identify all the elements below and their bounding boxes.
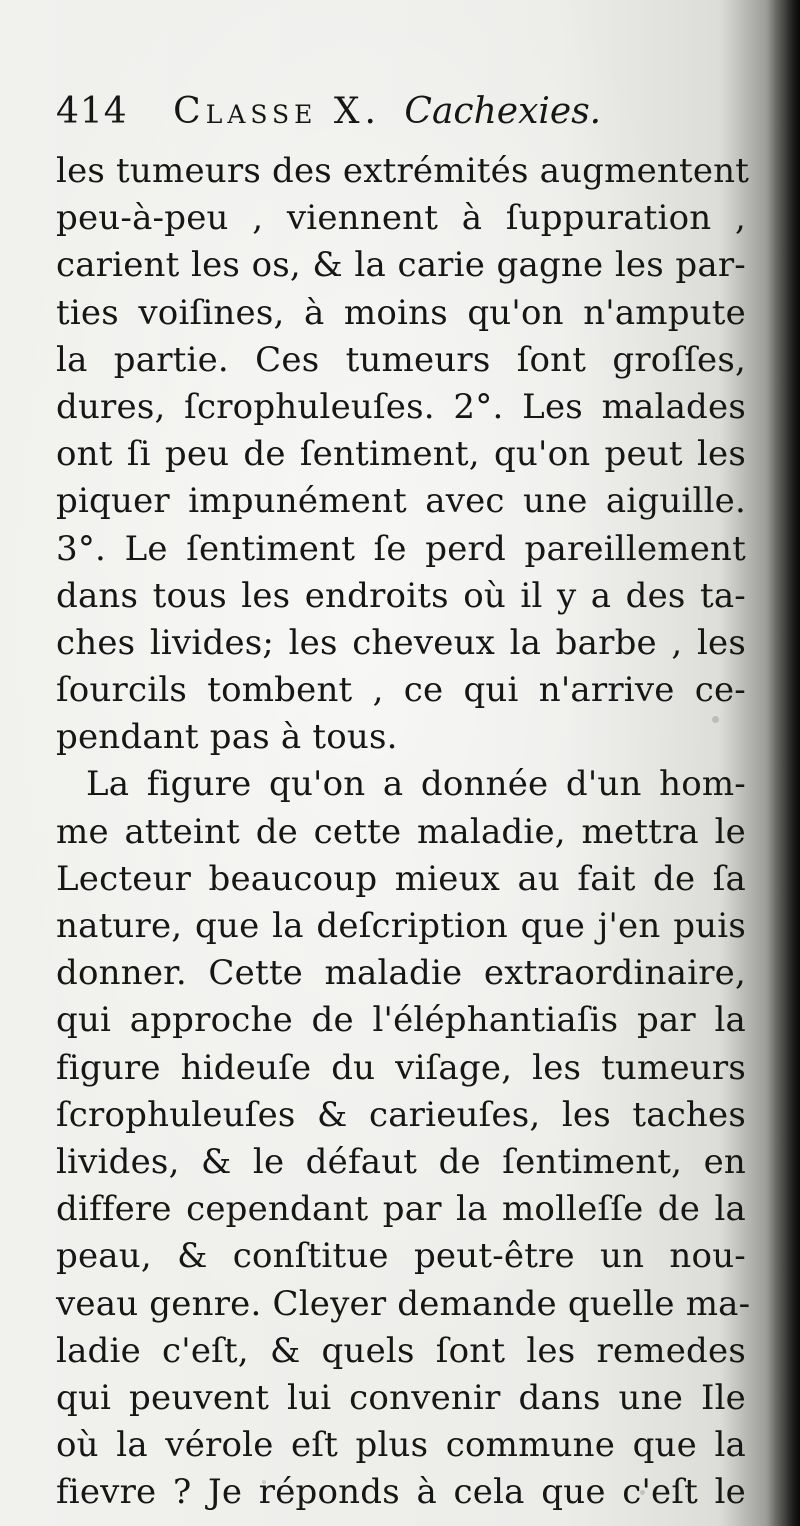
text-line: ſcrophuleuſes & carieuſes, les taches	[56, 1094, 746, 1135]
page-number: 414	[56, 91, 128, 132]
text-line: peau, & conſtitue peut-être un nou-	[56, 1236, 746, 1277]
text-line: peu-à-peu , viennent à ſuppuration ,	[56, 198, 746, 239]
text-line: me atteint de cette maladie, mettra le	[56, 811, 746, 852]
text-line: les tumeurs des extrémités augmentent	[56, 151, 750, 191]
paper-speckle	[262, 1480, 266, 1484]
text-line: fievre ? Je réponds à cela que c'eſt le	[56, 1472, 746, 1513]
text-line: Lecteur beaucoup mieux au fait de ſa	[56, 858, 746, 899]
text-line: dures, ſcrophuleuſes. 2°. Les malades	[56, 386, 746, 427]
text-line: qui peuvent lui convenir dans une Ile	[56, 1377, 746, 1418]
text-line: nature, que la deſcription que j'en puis	[56, 906, 746, 946]
text-line: dans tous les endroits où il y a des ta-	[56, 575, 746, 616]
paragraph-end-line: pendant pas à tous.	[56, 717, 398, 758]
text-line: ſourcils tombent , ce qui n'arrive ce-	[56, 670, 746, 711]
text-line: ladie c'eſt, & quels ſont les remedes	[56, 1330, 746, 1371]
paper-speckle	[712, 716, 719, 723]
text-line: 3°. Le ſentiment ſe perd pareillement	[56, 528, 746, 569]
running-head	[56, 84, 756, 140]
body-text	[56, 148, 751, 1516]
text-line: ties voiſines, à moins qu'on n'ampute	[56, 292, 746, 333]
text-line: figure hideuſe du viſage, les tumeurs	[56, 1047, 746, 1088]
text-line: ont ſi peu de ſentiment, qu'on peut les	[56, 434, 746, 475]
text-line: où la vérole eſt plus commune que la	[56, 1425, 746, 1466]
class-label: Classe X.	[173, 91, 381, 132]
text-line: ches livides; les cheveux la barbe , les	[56, 622, 746, 663]
text-line: veau genre. Cleyer demande quelle ma-	[56, 1283, 751, 1324]
paper-speckle	[640, 1490, 645, 1495]
text-line: differe cependant par la molleſſe de la	[56, 1189, 746, 1230]
text-line: qui approche de l'éléphantiaſis par la	[56, 1000, 746, 1041]
binding-shadow	[766, 0, 800, 1526]
text-line: la partie. Ces tumeurs ſont groſſes,	[56, 339, 746, 380]
text-line: donner. Cette maladie extraordinaire,	[56, 953, 746, 994]
section-title: Cachexies.	[404, 91, 602, 132]
text-line: piquer impunément avec une aiguille.	[56, 481, 746, 522]
text-line: livides, & le défaut de ſentiment, en	[56, 1141, 746, 1182]
paragraph-start-line: La figure qu'on a donnée d'un hom-	[86, 764, 746, 805]
text-line: carient les os, & la carie gagne les par-	[56, 245, 746, 286]
